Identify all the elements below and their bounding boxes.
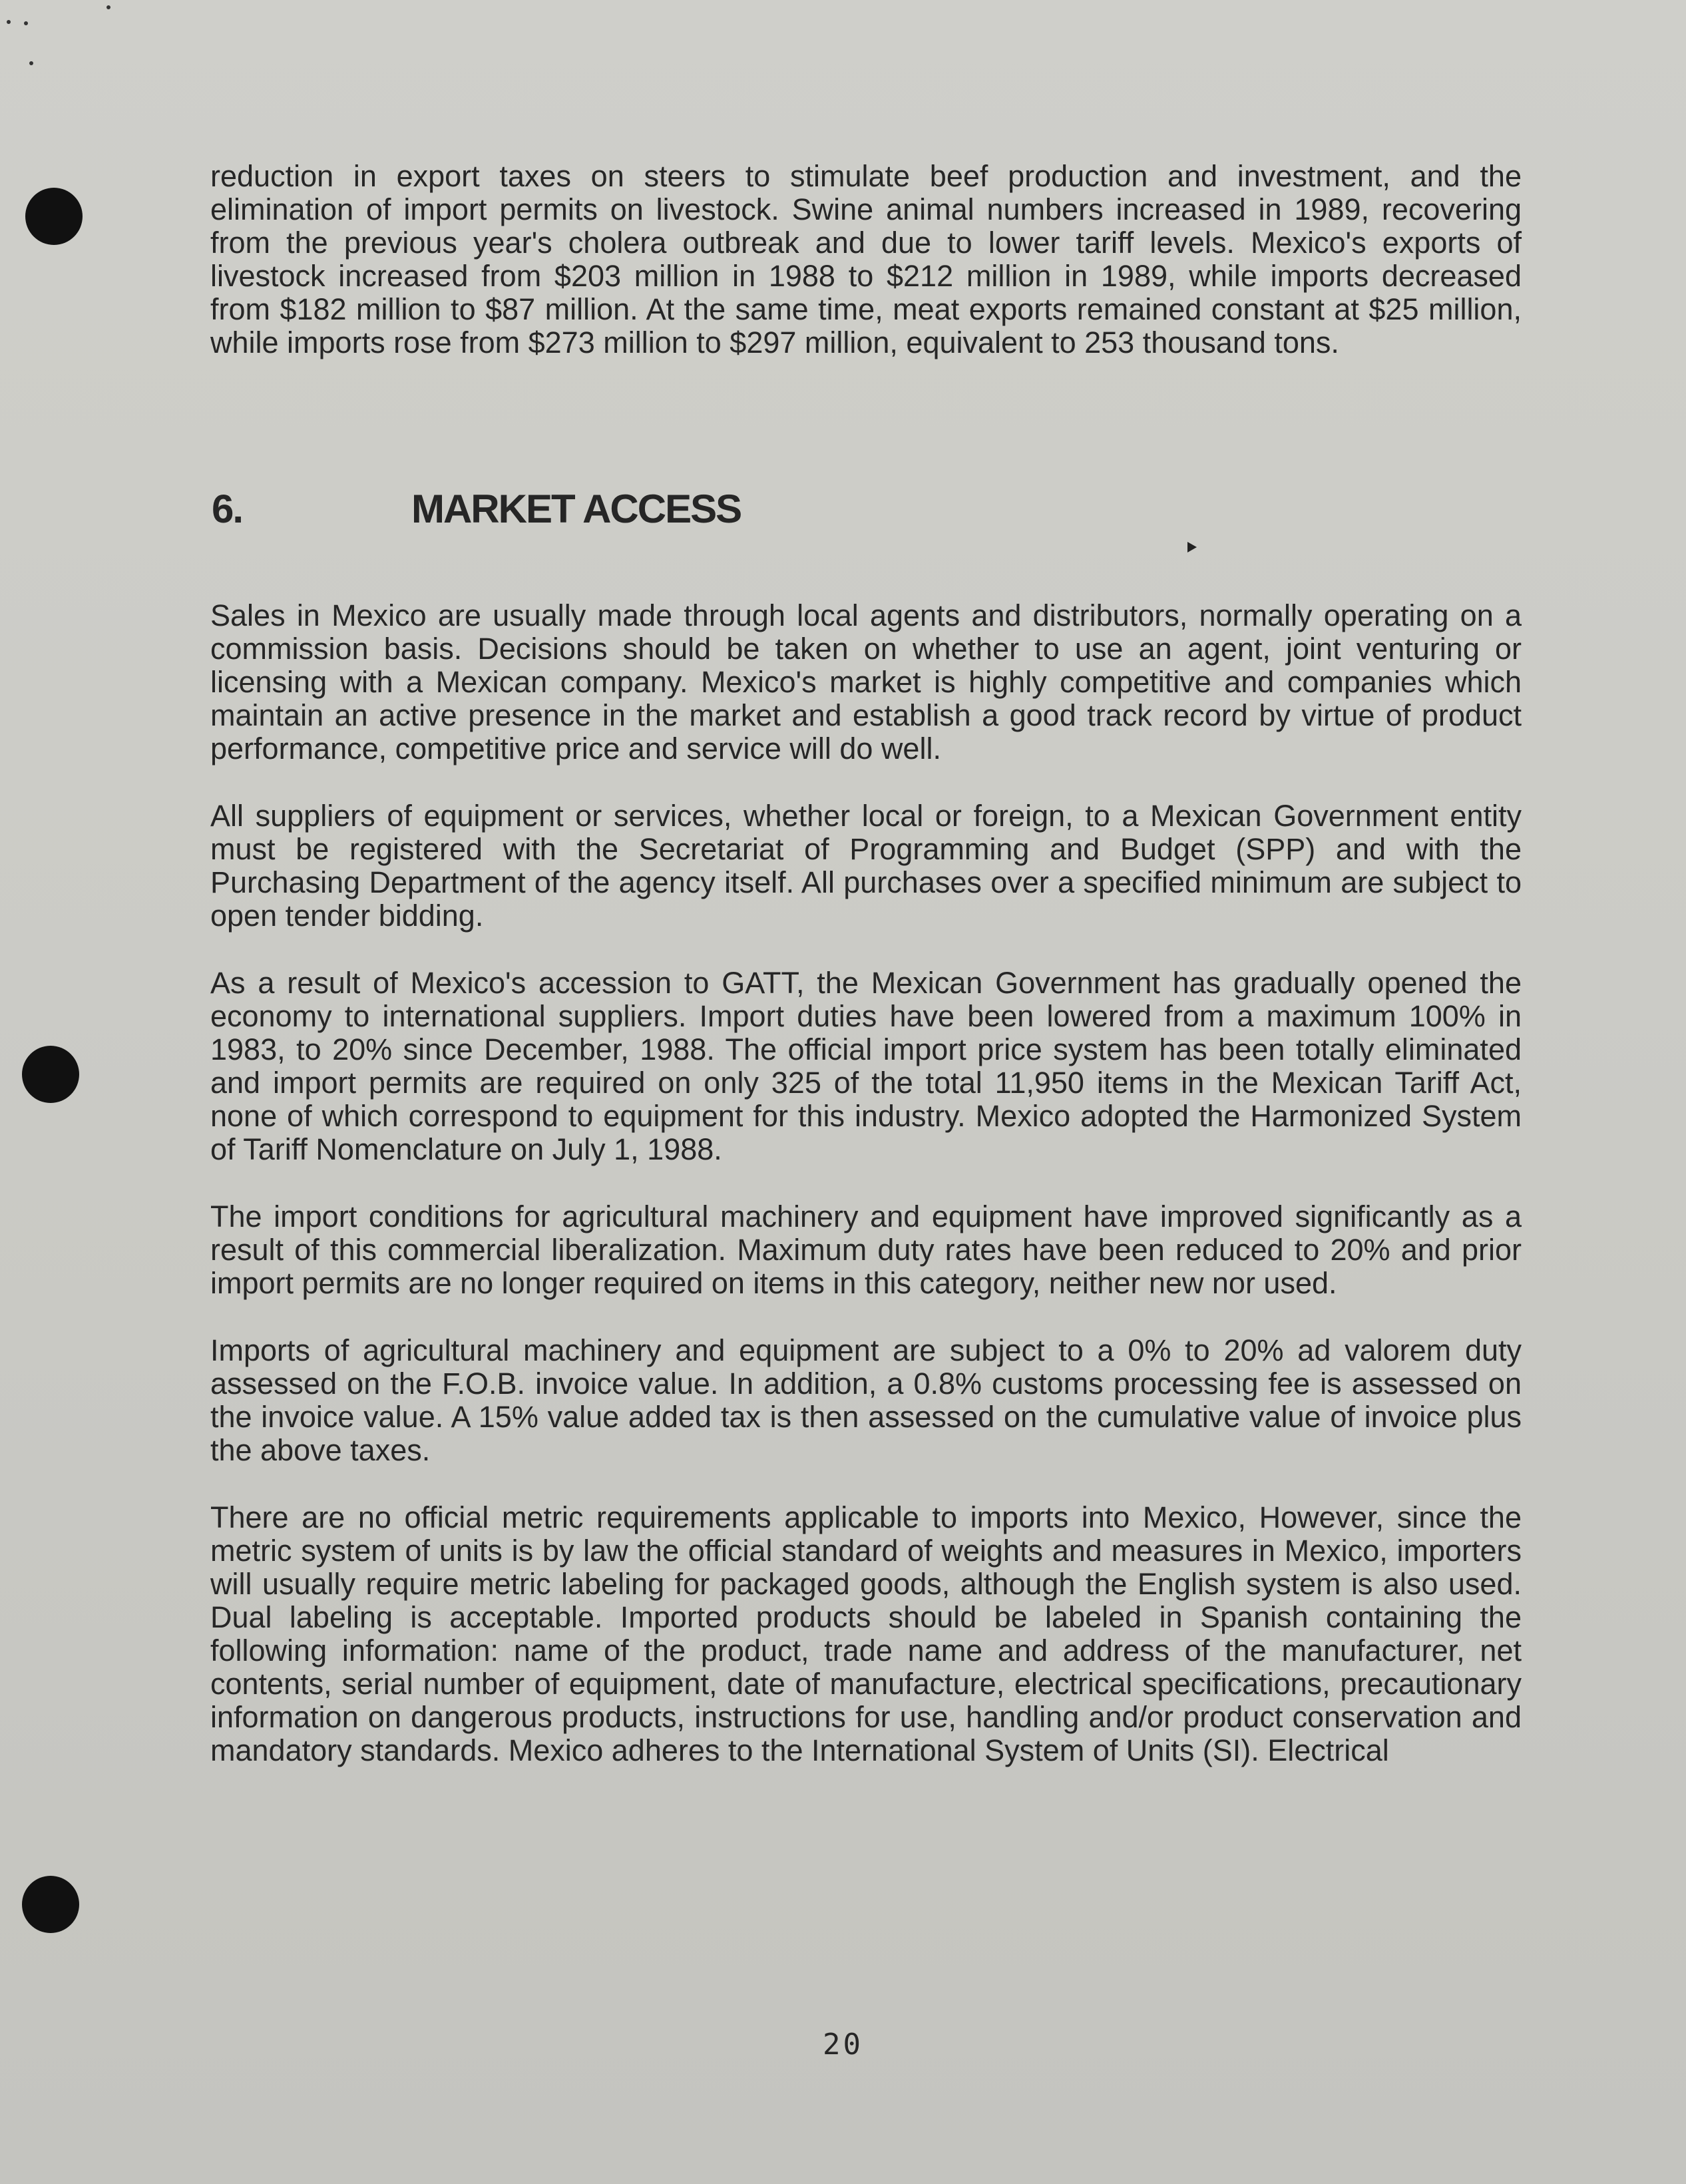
section-title: MARKET ACCESS: [411, 487, 741, 531]
scan-speck: [7, 20, 11, 24]
binder-hole-top: [25, 188, 83, 245]
paragraph-duties: Imports of agricultural machinery and equipment are subject to a 0% to 20% ad valorem duty assessed on the F.O.B. invoice value. In addition, a 0.8% customs processing fee is assessed on the invoice value. A 15% value added tax is then assessed on the cumulative value of invoice plus the above taxes.: [210, 1333, 1522, 1467]
paragraph-import-conditions: The import conditions for agricultural machinery and equipment have improved significantly as a result of this commercial liberalization. Maximum duty rates have been reduced to 20% and prior import permits are no longer required on items in this category, neither new nor used.: [210, 1200, 1522, 1300]
body-top: [210, 160, 1522, 359]
paragraph-sales: Sales in Mexico are usually made through local agents and distributors, normally operating on a commission basis. Decisions should be taken on whether to use an agent, joint venturing or licensing with a Mexican company. Mexico's market is highly competitive and companies which maintain an active presence in the market and establish a good track record by virtue of product performance, competitive price and service will do well.: [210, 598, 1522, 765]
binder-hole-middle: [22, 1046, 79, 1103]
section-body: [210, 599, 1522, 1767]
scan-speck: [29, 61, 33, 65]
section-heading: [212, 486, 741, 533]
binder-hole-bottom: [22, 1876, 79, 1933]
paragraph-livestock: reduction in export taxes on steers to stimulate beef production and investment, and the elimination of import permits on livestock. Swine animal numbers increased in 1989, recovering from the previous year's cholera outbreak and due to lower tariff levels. Mexico's exports of livestock increased from $203 million in 1988 to $212 million in 1989, while imports decreased from $182 million to $87 million. At the same time, meat exports remained constant at $25 million, while imports rose from $273 million to $297 million, equivalent to 253 thousand tons.: [210, 159, 1522, 359]
scan-speck: [24, 21, 28, 25]
section-number: 6.: [212, 487, 243, 531]
scan-speck: [106, 5, 110, 9]
paragraph-gatt: As a result of Mexico's accession to GATT, the Mexican Government has gradually opened the economy to international suppliers. Import duties have been lowered from a maximum 100% in 1983, to 20% since December, 1988. The official import price system has been totally eliminated and import permits are required on only 325 of the total 11,950 items in the Mexican Tariff Act, none of which correspond to equipment for this industry. Mexico adopted the Harmonized System of Tariff Nomenclature on July 1, 1988.: [210, 966, 1522, 1166]
paragraph-suppliers: All suppliers of equipment or services, whether local or foreign, to a Mexican Government entity must be registered with the Secretariat of Programming and Budget (SPP) and with the Purchasing Department of the agency itself. All purchases over a specified minimum are subject to open tender bidding.: [210, 799, 1522, 933]
paragraph-labeling: There are no official metric requirements applicable to imports into Mexico, However, since the metric system of units is by law the official standard of weights and measures in Mexico, importers will usually require metric labeling for packaged goods, although the English system is also used. Dual labeling is acceptable. Imported products should be labeled in Spanish containing the following information: name of the product, trade name and address of the manufacturer, net contents, serial number of equipment, date of manufacture, electrical specifications, precautionary information on dangerous products, instructions for use, handling and/or product conservation and mandatory standards. Mexico adheres to the International System of Units (SI). Electrical: [210, 1500, 1522, 1767]
scan-mark: [1187, 542, 1197, 552]
page-number: 20: [823, 2028, 863, 2062]
